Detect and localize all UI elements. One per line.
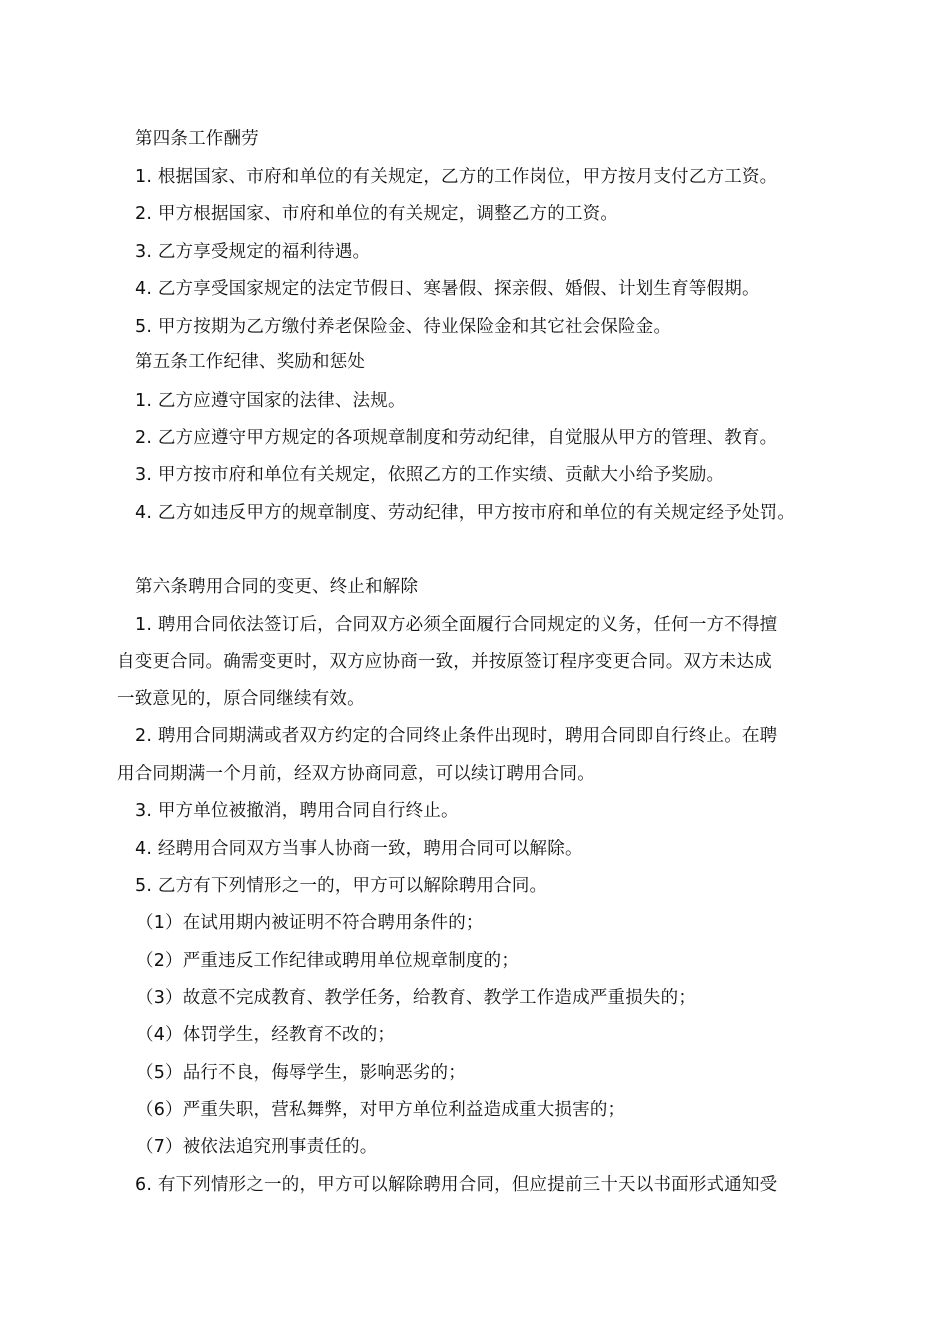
article4-item-1: 1. 根据国家、市府和单位的有关规定，乙方的工作岗位，甲方按月支付乙方工资。 [135,167,778,187]
article6-p4: 4. 经聘用合同双方当事人协商一致，聘用合同可以解除。 [135,839,583,859]
article5-item-3: 3. 甲方按市府和单位有关规定，依照乙方的工作实绩、贡献大小给予奖励。 [135,465,725,485]
article5-item-2: 2. 乙方应遵守甲方规定的各项规章制度和劳动纪律，自觉服从甲方的管理、教育。 [135,428,778,448]
article6-sub-1: （1）在试用期内被证明不符合聘用条件的； [136,913,484,933]
article6-sub-3: （3）故意不完成教育、教学任务，给教育、教学工作造成严重损失的； [136,988,697,1008]
article6-sub-6: （6）严重失职，营私舞弊，对甲方单位利益造成重大损害的； [136,1100,626,1120]
article6-sub-2: （2）严重违反工作纪律或聘用单位规章制度的； [136,951,520,971]
article4-item-4: 4. 乙方享受国家规定的法定节假日、寒暑假、探亲假、婚假、计划生育等假期。 [135,279,760,299]
article6-p1-line-1: 1. 聘用合同依法签订后，合同双方必须全面履行合同规定的义务，任何一方不得擅 [135,615,778,635]
article6-heading: 第六条聘用合同的变更、终止和解除 [135,577,419,597]
article5-heading: 第五条工作纪律、奖励和惩处 [135,352,366,372]
article5-item-4: 4. 乙方如违反甲方的规章制度、劳动纪律，甲方按市府和单位的有关规定经予处罚。 [135,503,796,523]
article4-heading: 第四条工作酬劳 [135,129,259,149]
article6-p1-line-2: 自变更合同。确需变更时，双方应协商一致，并按原签订程序变更合同。双方未达成 [117,652,772,672]
article6-p2-line-1: 2. 聘用合同期满或者双方约定的合同终止条件出现时，聘用合同即自行终止。在聘 [135,726,778,746]
article6-sub-4: （4）体罚学生，经教育不改的； [136,1025,396,1045]
article5-item-1: 1. 乙方应遵守国家的法律、法规。 [135,391,406,411]
article6-p2-line-2: 用合同期满一个月前，经双方协商同意，可以续订聘用合同。 [117,764,595,784]
article6-sub-5: （5）品行不良，侮辱学生，影响恶劣的； [136,1063,466,1083]
article6-p3: 3. 甲方单位被撤消，聘用合同自行终止。 [135,801,459,821]
article6-sub-7: （7）被依法追究刑事责任的。 [136,1137,378,1157]
article4-item-2: 2. 甲方根据国家、市府和单位的有关规定，调整乙方的工资。 [135,204,619,224]
article6-p5: 5. 乙方有下列情形之一的，甲方可以解除聘用合同。 [135,876,548,896]
article4-item-3: 3. 乙方享受规定的福利待遇。 [135,242,371,262]
article4-item-5: 5. 甲方按期为乙方缴付养老保险金、待业保险金和其它社会保险金。 [135,317,672,337]
article6-p6: 6. 有下列情形之一的，甲方可以解除聘用合同，但应提前三十天以书面形式通知受 [135,1175,778,1195]
article6-p1-line-3: 一致意见的，原合同继续有效。 [117,689,365,709]
